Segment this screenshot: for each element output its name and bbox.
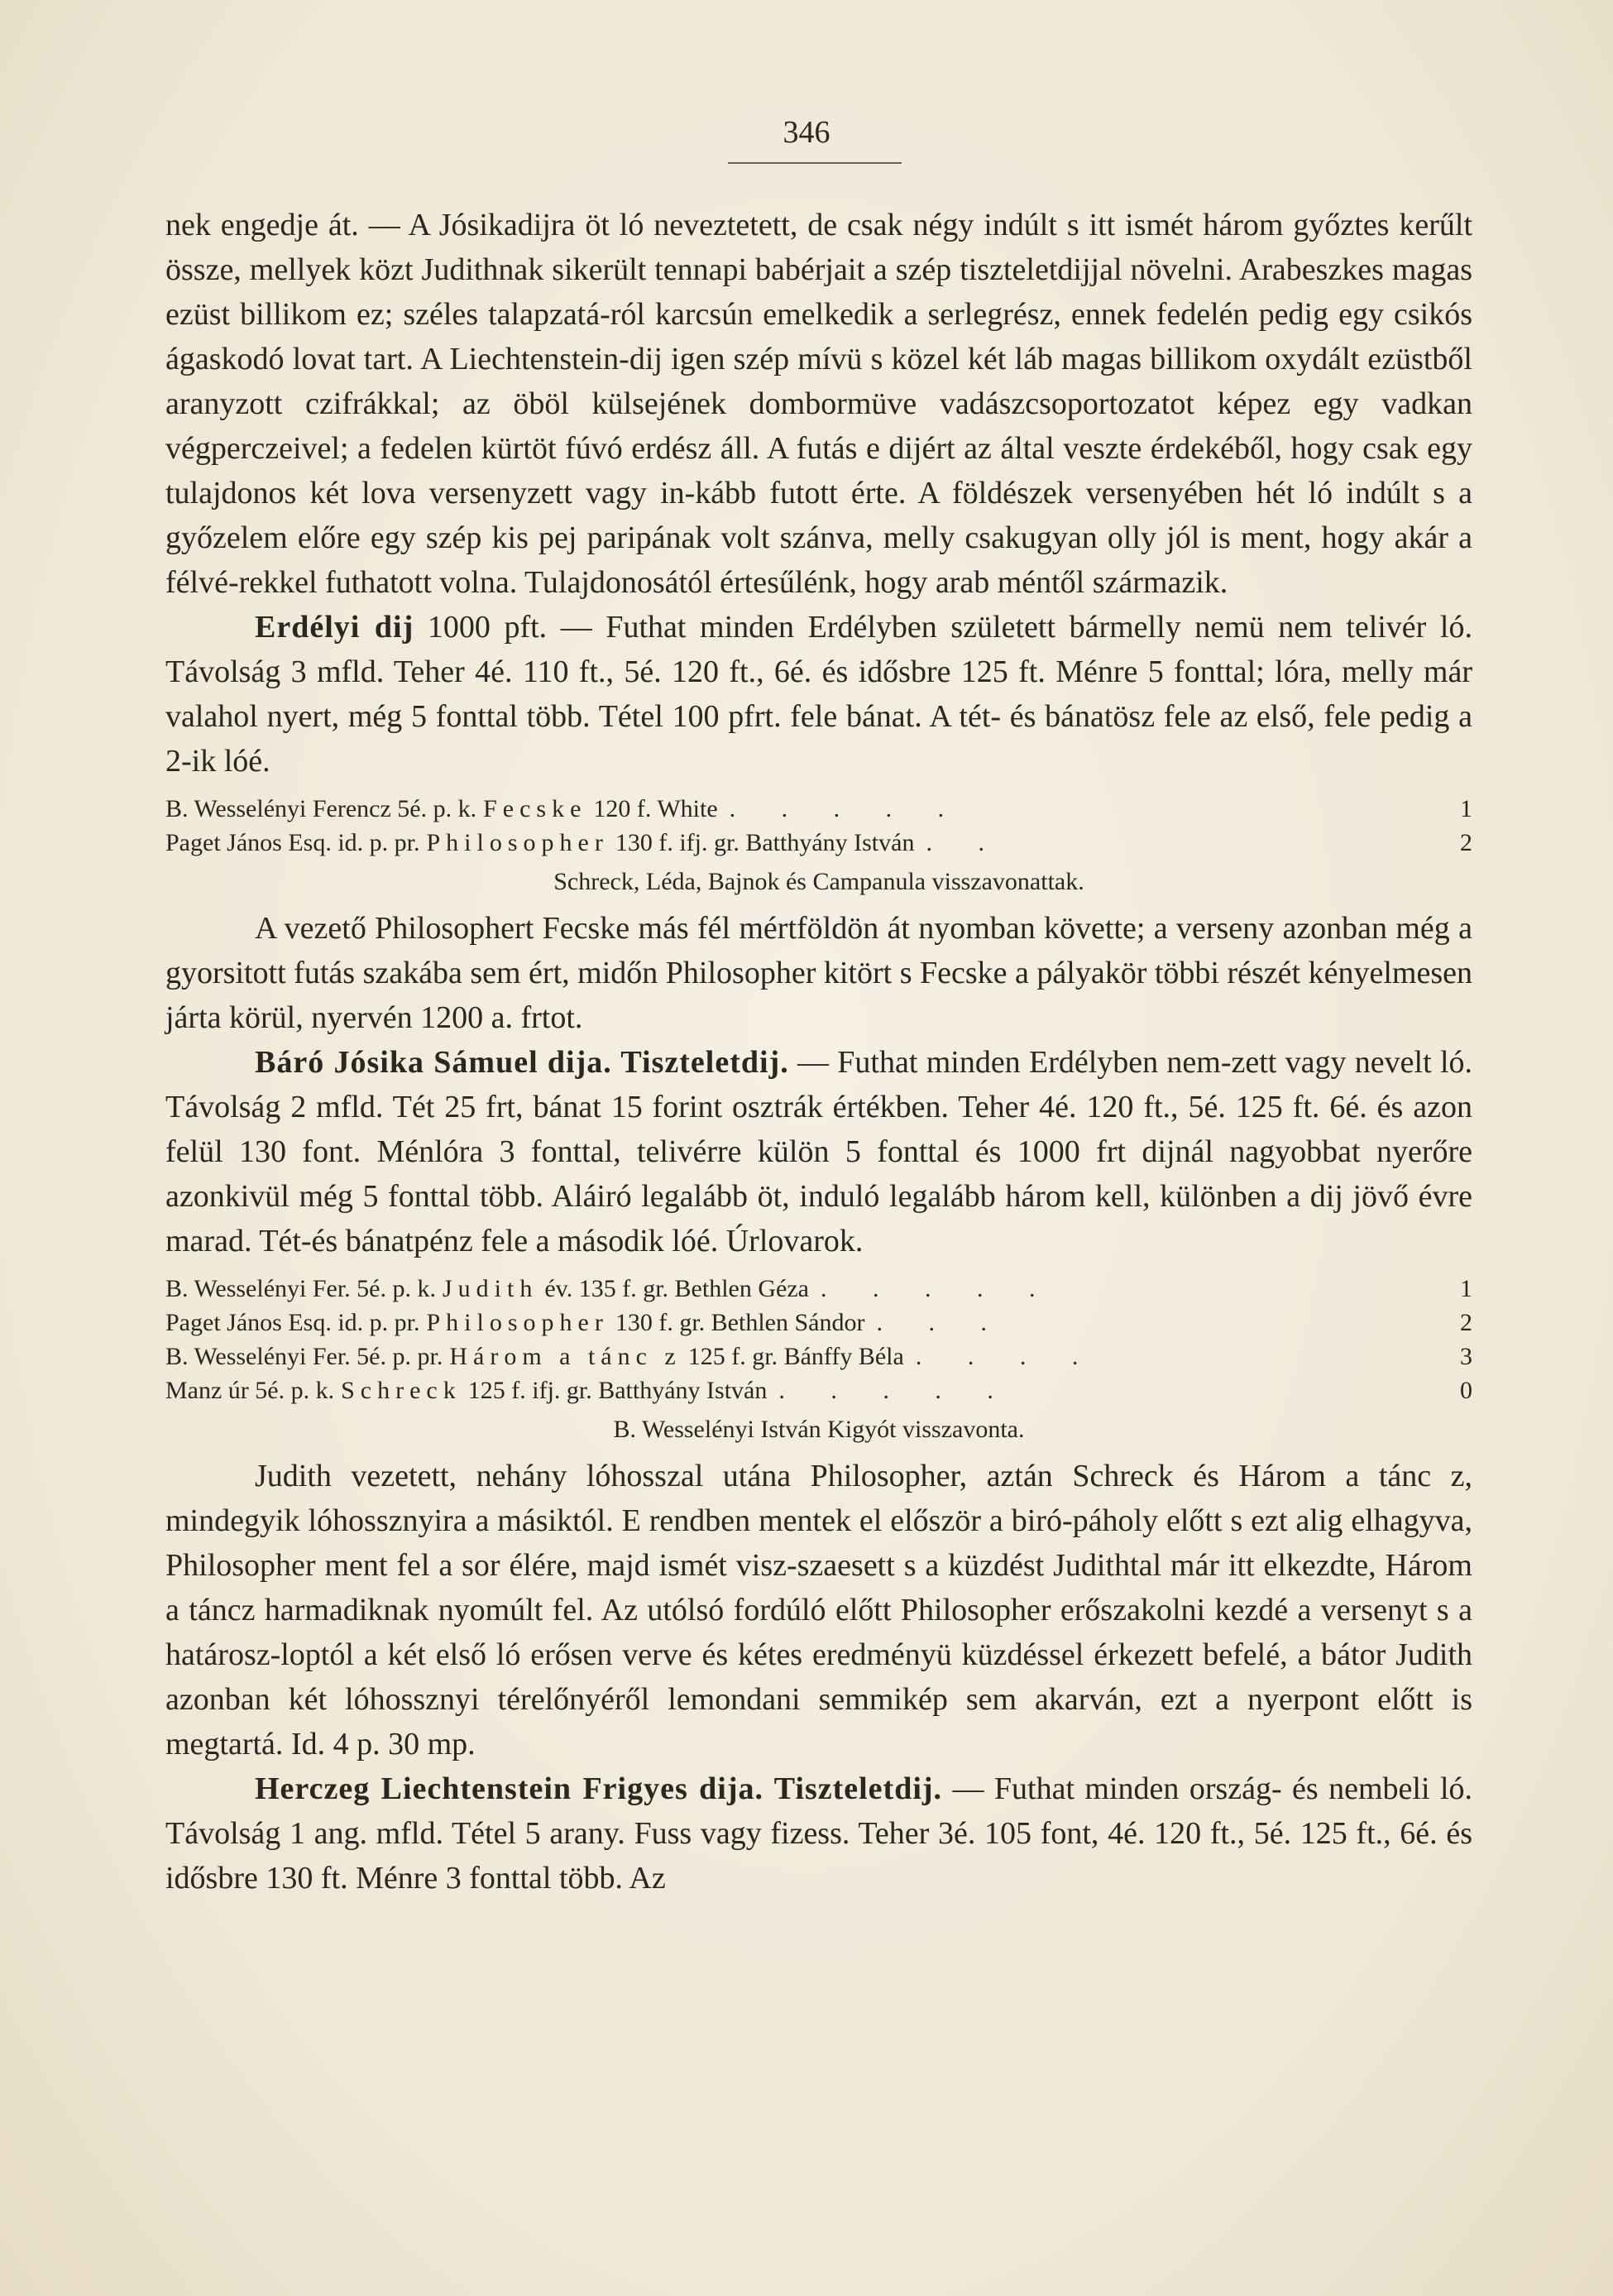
- section-text-liechtenstein: — Futhat minden ország- és nembeli ló. Távolság 1 ang. mfld. Tétel 5 arany. Fuss vagy fizess. Teher 3é. 105 font, 4é. 120 ft., 5é. 125 ft., 6é. és idősbre 130 ft. Ménre 3 fonttal több. Az: [165, 1771, 1473, 1896]
- result-row: [165, 826, 1472, 860]
- result-rider: 120 f. White: [593, 795, 718, 822]
- result-rider: 130 f. gr. Bethlen Sándor: [615, 1309, 865, 1336]
- result-place: 0: [1460, 1377, 1472, 1404]
- section-erdelyi: [165, 605, 1472, 784]
- result-leader-dots: . . .: [876, 1309, 1007, 1336]
- result-owner: Manz úr 5é. p. k.: [165, 1377, 335, 1404]
- page-number-rule: [728, 162, 902, 164]
- result-row: [165, 1340, 1472, 1373]
- withdrawn-note: B. Wesselényi István Kigyót visszavonta.: [613, 1416, 1025, 1443]
- result-owner: B. Wesselényi Fer. 5é. p. k.: [165, 1275, 436, 1302]
- result-horse: Schreck: [341, 1377, 462, 1404]
- result-leader-dots: . . . . .: [778, 1377, 1013, 1404]
- result-rider: év. 135 f. gr. Bethlen Géza: [544, 1275, 809, 1302]
- result-rider: 125 f. gr. Bánffy Béla: [687, 1343, 904, 1370]
- result-owner: Paget János Esq. id. p. pr.: [165, 1309, 420, 1336]
- results-table-erdelyi: [165, 792, 1472, 860]
- section-heading-erdelyi: Erdélyi dij: [255, 610, 414, 645]
- result-leader-dots: . . . . .: [820, 1275, 1055, 1302]
- page-body: [165, 203, 1472, 1901]
- result-place: 2: [1460, 829, 1472, 856]
- result-leader-dots: . .: [926, 829, 1004, 856]
- result-horse: Fecske: [483, 795, 587, 822]
- result-row: [165, 1306, 1472, 1340]
- result-place: 3: [1460, 1343, 1472, 1370]
- section-text-josika: — Futhat minden Erdélyben nem-zett vagy nevelt ló. Távolság 2 mfld. Tét 25 frt, bánat 15 forint osztrák értékben. Teher 4é. 120 ft., 5é. 125 ft. 6é. és azon felül 130 font. Ménlóra 3 fonttal, telivérre külön 5 fonttal és 1000 frt dijnál nagyobbat nyerőre azonkivül még 5 fonttal több. Aláiró legalább öt, induló legalább három kell, különben a dij jövő évre marad. Tét-és bánatpénz fele a második lóé. Úrlovarok.: [165, 1045, 1473, 1258]
- paragraph-intro: nek engedje át. — A Jósikadijra öt ló neveztetett, de csak négy indúlt s itt ismét három győztes kerűlt össze, mellyek közt Judithnak sikerült tennapi babérjait a szép tiszteletdijjal növelni. Arabeszkes magas ezüst billikom ez; széles talapzatá-ról karcsún emelkedik a serlegrész, ennek fedelén pedig egy csikós ágaskodó lovat tart. A Liechtenstein-dij igen szép mívü s közel két láb magas billikom oxydált ezüstből aranyzott czifrákkal; az öböl külsejének dombormüve vadászcsoportozatot képez egy vadkan végperczeivel; a fedelen kürtöt fúvó erdész áll. A futás e dijért az által veszte érdekéből, hogy csak egy tulajdonos két lova versenyzett vagy in-kább futott érte. A földészek versenyében hét ló indúlt s a győzelem előre egy szép kis pej paripának volt szánva, melly csakugyan olly jól is ment, hogy akár a félvé-rekkel futhatott volna. Tulajdonosától értesűlénk, hogy arab méntől származik.: [165, 208, 1472, 600]
- result-leader-dots: . . . . .: [729, 795, 964, 822]
- section-heading-liechtenstein: Herczeg Liechtenstein Frigyes dija. Tiszteletdij.: [255, 1771, 943, 1806]
- section-text-erdelyi: 1000 pft. — Futhat minden Erdélyben született bármelly nemü nem telivér ló. Távolság 3 mfld. Teher 4é. 110 ft., 5é. 120 ft., 6é. és idősbre 125 ft. Ménre 5 fonttal; lóra, melly már valahol nyert, még 5 fonttal több. Tétel 100 pfrt. fele bánat. A tét- és bánatösz fele az első, fele pedig a 2-ik lóé.: [165, 610, 1472, 779]
- result-owner: B. Wesselényi Fer. 5é. p. pr.: [165, 1343, 443, 1370]
- section-josika: [165, 1040, 1472, 1263]
- result-owner: Paget János Esq. id. p. pr.: [165, 829, 420, 856]
- paragraph-race-report-2: Judith vezetett, nehány lóhosszal utána Philosopher, aztán Schreck és Három a tánc z, mindegyik lóhossznyira a másiktól. E rendben mentek el először a biró-páholy előtt s ezt alig elhagyva, Philosopher ment fel a sor élére, majd ismét visz-szaesett s a küzdést Judithtal már itt elkezdte, Három a táncz harmadiknak nyomúlt fel. Az utólsó fordúló előtt Philosopher erőszakolni kezdé a versenyt s a határosz-loptól a két első ló erősen verve és kétes eredményü küzdéssel érkezett befelé, a bátor Judith azonban két lóhossznyi térelőnyéről lemondani semmikép sem akarván, ezt a nyerpont előtt is megtartá. Id. 4 p. 30 mp.: [165, 1459, 1472, 1762]
- result-horse: Philosopher: [426, 1309, 609, 1336]
- result-place: 1: [1460, 795, 1472, 822]
- result-row: [165, 1373, 1472, 1407]
- result-horse: Három a tánc z: [449, 1343, 682, 1370]
- section-heading-josika: Báró Jósika Sámuel dija. Tiszteletdij.: [255, 1045, 789, 1080]
- result-row: [165, 792, 1472, 826]
- section-liechtenstein: [165, 1766, 1472, 1901]
- results-table-josika: [165, 1272, 1472, 1407]
- result-rider: 125 f. ifj. gr. Batthyány István: [467, 1377, 768, 1404]
- result-owner: B. Wesselényi Ferencz 5é. p. k.: [165, 795, 477, 822]
- withdrawn-note: Schreck, Léda, Bajnok és Campanula visszavonattak.: [553, 868, 1084, 895]
- result-leader-dots: . . . .: [915, 1343, 1098, 1370]
- result-horse: Judith: [443, 1275, 538, 1302]
- page-number: 346: [783, 115, 830, 150]
- result-rider: 130 f. ifj. gr. Batthyány István: [615, 829, 915, 856]
- result-horse: Philosopher: [426, 829, 609, 856]
- result-row: [165, 1272, 1472, 1306]
- result-place: 1: [1460, 1275, 1472, 1302]
- paragraph-race-report-1: A vezető Philosophert Fecske más fél mértföldön át nyomban követte; a verseny azonban még a gyorsitott futás szakába sem ért, midőn Philosopher kitört s Fecske a pályakör többi részét kényelmesen járta körül, nyervén 1200 a. frtot.: [165, 911, 1472, 1035]
- result-place: 2: [1460, 1309, 1472, 1336]
